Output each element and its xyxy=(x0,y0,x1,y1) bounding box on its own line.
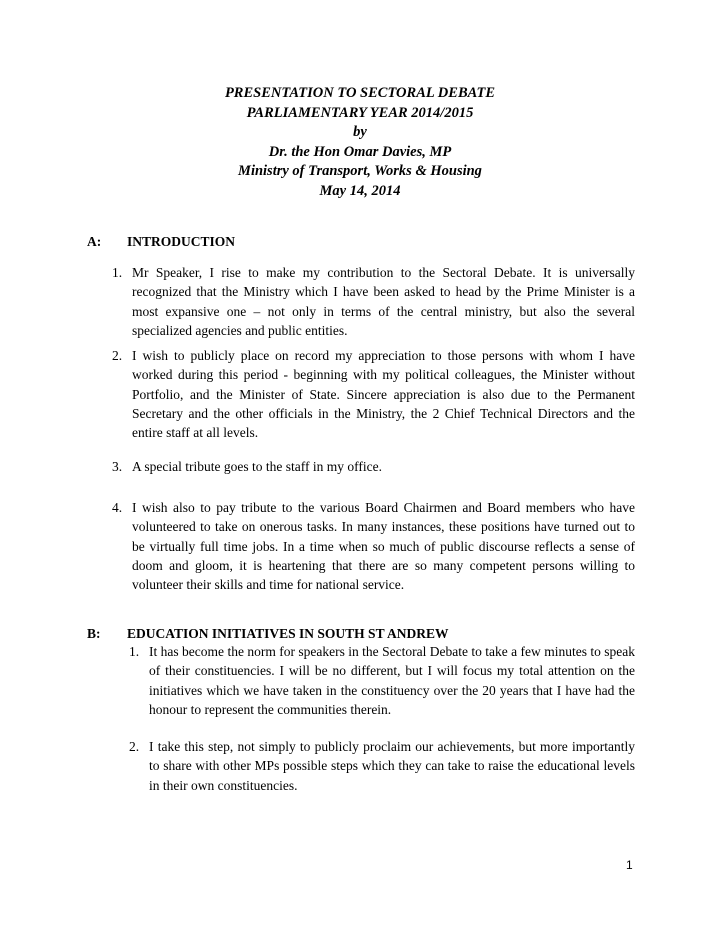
title-line-3: by xyxy=(353,124,367,140)
item-number: 2. xyxy=(129,739,140,754)
item-number: 1. xyxy=(129,644,140,659)
document-title xyxy=(0,84,720,201)
item-number: 3. xyxy=(112,459,123,474)
list-item xyxy=(112,457,635,476)
list-item xyxy=(129,642,635,719)
list-item xyxy=(112,498,635,594)
title-line-4: Dr. the Hon Omar Davies, MP xyxy=(268,143,452,160)
list-item xyxy=(112,263,635,340)
item-text: I take this step, not simply to publicly proclaim our achievements, but more importantly to share with other MPs possible steps which they can take to raise the educational levels in their own constituencies. xyxy=(149,739,635,793)
item-number: 2. xyxy=(112,348,123,363)
section-a-title: INTRODUCTION xyxy=(127,234,236,249)
title-line-1: PRESENTATION TO SECTORAL DEBATE xyxy=(224,85,496,101)
item-text: I wish to publicly place on record my appreciation to those persons with whom I have worked during this period - beginning with my political colleagues, the Minister without Portfolio, and the Minister of State. Sincere appreciation is also due to the Permanent Secretary and the other officials in the Ministry, the 2 Chief Technical Directors and the entire staff at all levels. xyxy=(132,348,635,441)
item-text: Mr Speaker, I rise to make my contribution to the Sectoral Debate. It is universally recognized that the Ministry which I have been asked to head by the Prime Minister is a most expansive one – not only in terms of the central ministry, but also the several specialized agencies and public entities. xyxy=(132,265,635,338)
section-a-letter: A: xyxy=(87,234,102,249)
item-number: 1. xyxy=(112,265,123,280)
item-text: It has become the norm for speakers in the Sectoral Debate to take a few minutes to speak of their constituencies. I will be no different, but I will focus my total attention on the initiatives which we have taken in the constituency over the 20 years that I have had the honour to represent the communities therein. xyxy=(149,644,635,717)
item-number: 4. xyxy=(112,500,123,515)
item-text: A special tribute goes to the staff in my office. xyxy=(132,459,382,474)
section-b-letter: B: xyxy=(87,626,101,641)
title-line-5: Ministry of Transport, Works & Housing xyxy=(238,163,482,179)
section-a-heading xyxy=(87,234,235,250)
title-line-2: PARLIAMENTARY YEAR 2014/2015 xyxy=(246,104,474,121)
section-b-title: EDUCATION INITIATIVES IN SOUTH ST ANDREW xyxy=(127,626,449,641)
title-line-6: May 14, 2014 xyxy=(319,182,401,199)
page-number: 1 xyxy=(626,858,633,872)
list-item xyxy=(129,737,635,795)
list-item xyxy=(112,346,635,442)
section-b-heading xyxy=(87,626,448,642)
item-text: I wish also to pay tribute to the various Board Chairmen and Board members who have volunteered to take on onerous tasks. In many instances, these positions have turned out to be virtually full time jobs. In a time when so much of public discourse reflects a sense of doom and gloom, it is heartening that there are so many competent persons willing to volunteer their skills and time for national service. xyxy=(132,500,635,593)
